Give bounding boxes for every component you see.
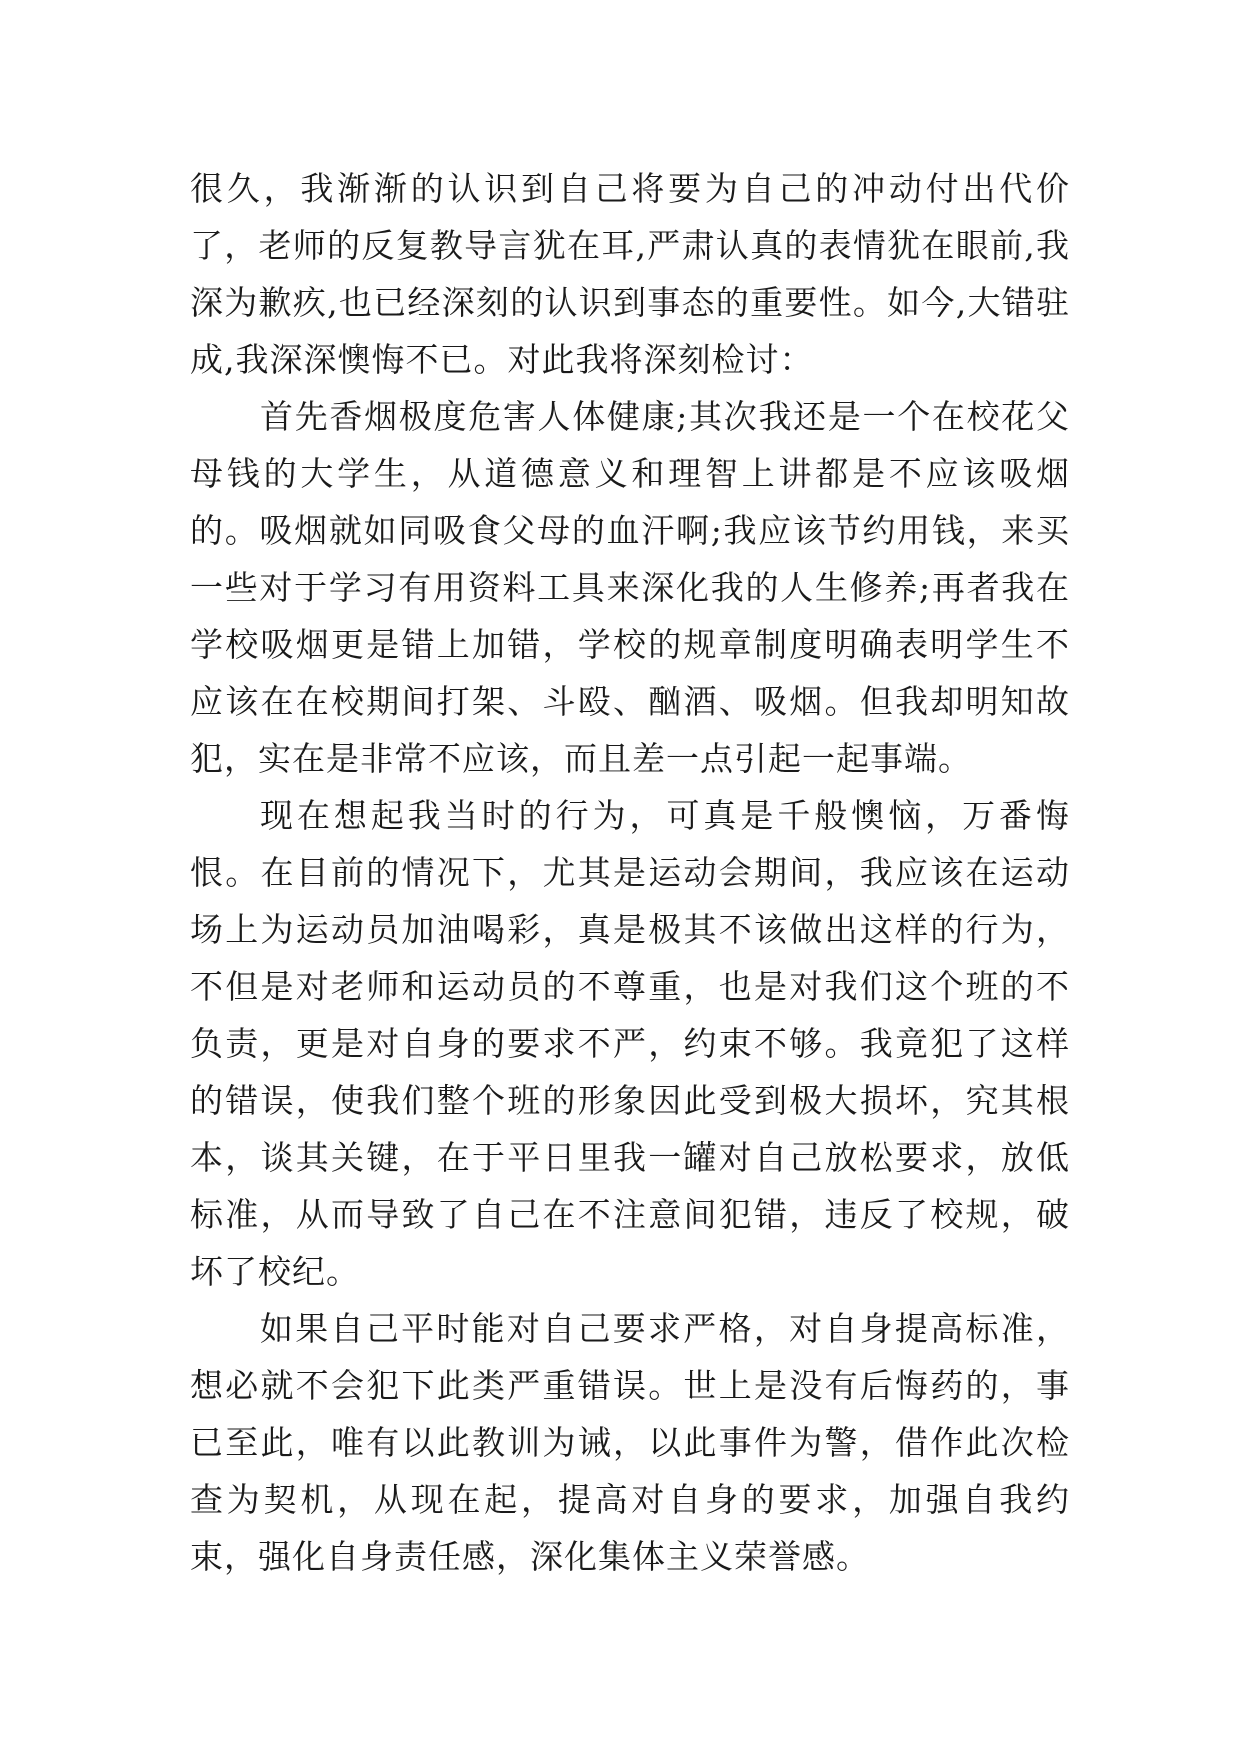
- paragraph-2: 首先香烟极度危害人体健康;其次我还是一个在校花父母钱的大学生，从道德意义和理智上讲都是不应该吸烟的。吸烟就如同吸食父母的血汗啊;我应该节约用钱，来买一些对于学习有用资料工具来深化我的人生修养;再者我在学校吸烟更是错上加错，学校的规章制度明确表明学生不应该在在校期间打架、斗殴、酗酒、吸烟。但我却明知故犯，实在是非常不应该，而且差一点引起一起事端。: [190, 397, 1070, 778]
- paragraph-4: 如果自己平时能对自己要求严格，对自身提高标准，想必就不会犯下此类严重错误。世上是没有后悔药的，事已至此，唯有以此教训为诫，以此事件为警，借作此次检查为契机，从现在起，提高对自身的要求，加强自我约束，强化自身责任感，深化集体主义荣誉感。: [190, 1309, 1070, 1576]
- document-body: [190, 160, 1070, 1585]
- paragraph-1: 很久，我渐渐的认识到自己将要为自己的冲动付出代价了，老师的反复教导言犹在耳,严肃认真的表情犹在眼前,我深为歉疚,也已经深刻的认识到事态的重要性。如今,大错驻成,我深深懊悔不已。对此我将深刻检讨：: [190, 169, 1070, 379]
- paragraph-3: 现在想起我当时的行为，可真是千般懊恼，万番悔恨。在目前的情况下，尤其是运动会期间，我应该在运动场上为运动员加油喝彩，真是极其不该做出这样的行为，不但是对老师和运动员的不尊重，也是对我们这个班的不负责，更是对自身的要求不严，约束不够。我竟犯了这样的错误，使我们整个班的形象因此受到极大损坏，究其根本，谈其关键，在于平日里我一罐对自己放松要求，放低标准，从而导致了自己在不注意间犯错，违反了校规，破坏了校纪。: [190, 796, 1070, 1291]
